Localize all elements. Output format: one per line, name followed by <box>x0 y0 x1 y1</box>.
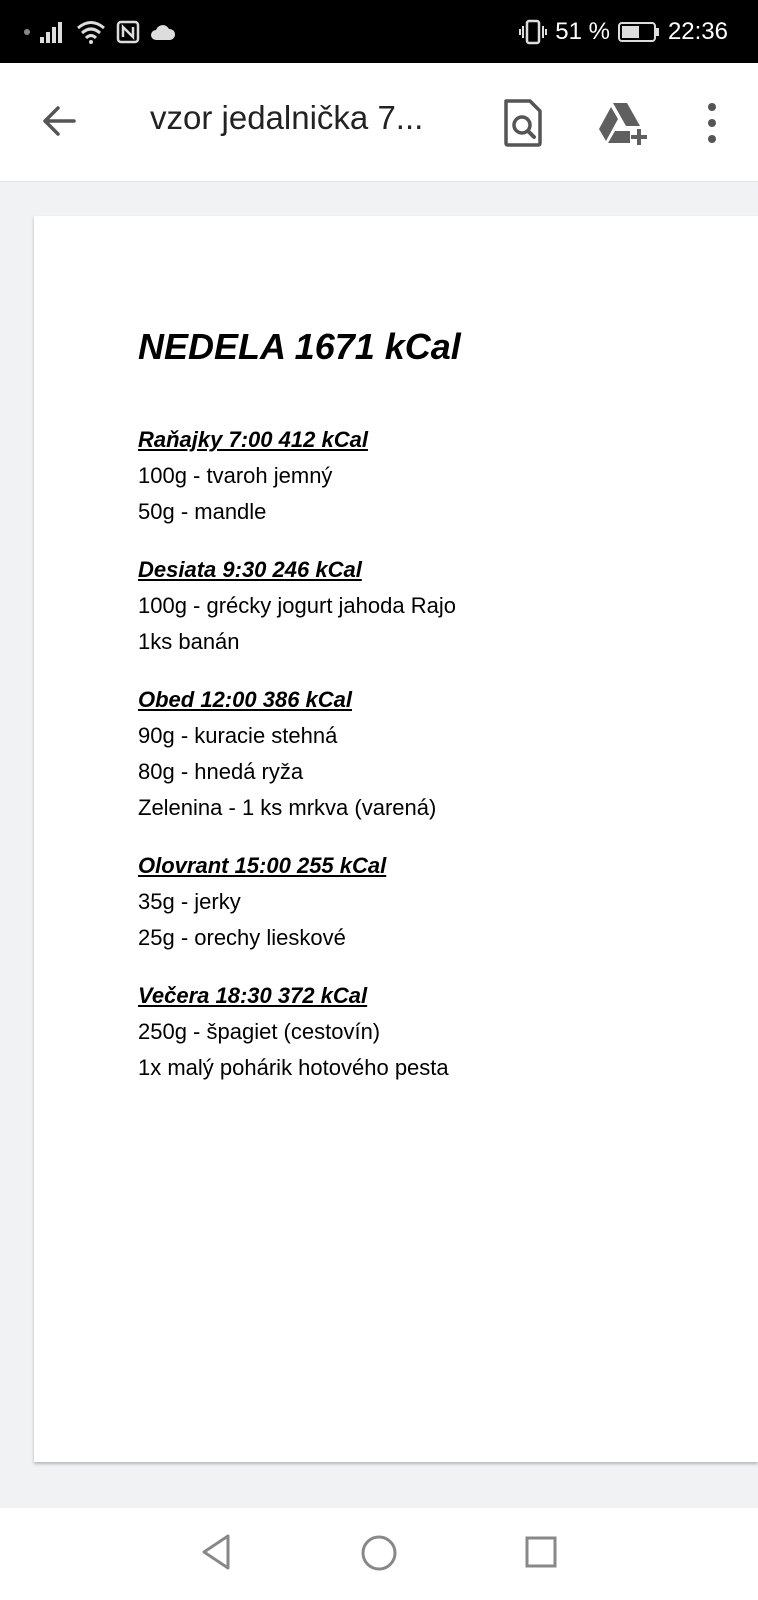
meal-section <box>138 848 386 956</box>
document-heading: NEDELA 1671 kCal <box>138 326 461 367</box>
vibrate-icon <box>519 19 547 45</box>
status-icons-right <box>519 16 728 48</box>
nfc-icon <box>116 20 140 44</box>
status-bar <box>0 0 758 63</box>
nav-home-button[interactable] <box>360 1534 398 1572</box>
meal-item: 100g - tvaroh jemný <box>138 463 333 488</box>
battery-percent: 51 % <box>555 18 610 45</box>
meal-item: 100g - grécky jogurt jahoda Rajo <box>138 593 456 618</box>
meal-item: 80g - hnedá ryža <box>138 759 304 784</box>
more-options-button[interactable] <box>694 99 730 147</box>
meal-item: 90g - kuracie stehná <box>138 723 338 748</box>
cloud-icon <box>150 23 176 41</box>
document-page <box>34 216 758 1462</box>
wifi-icon <box>76 20 106 44</box>
document-search-icon <box>500 97 548 149</box>
circle-home-icon <box>360 1534 398 1572</box>
notification-dot-icon <box>24 29 30 35</box>
meal-item: 25g - orechy lieskové <box>138 925 346 950</box>
meal-item: 1x malý pohárik hotového pesta <box>138 1055 449 1080</box>
battery-icon <box>618 21 660 43</box>
clock: 22:36 <box>667 18 728 45</box>
signal-icon <box>40 21 66 43</box>
meal-section <box>138 978 449 1086</box>
meal-title: Desiata 9:30 246 kCal <box>138 557 362 582</box>
status-icons-left <box>24 18 176 46</box>
navigation-bar <box>0 1508 758 1600</box>
meal-section <box>138 422 368 530</box>
meal-section <box>138 552 456 660</box>
square-recents-icon <box>524 1535 558 1569</box>
nav-recents-button[interactable] <box>524 1535 558 1569</box>
preview-button[interactable] <box>500 97 548 149</box>
meal-item: 1ks banán <box>138 629 240 654</box>
arrow-left-icon <box>36 97 84 145</box>
back-button[interactable] <box>36 97 84 145</box>
document-title: vzor jedalnička 7... <box>150 99 424 136</box>
meal-item: 50g - mandle <box>138 499 267 524</box>
app-bar <box>0 63 758 182</box>
meal-title: Raňajky 7:00 412 kCal <box>138 427 368 452</box>
meal-item: Zelenina - 1 ks mrkva (varená) <box>138 795 437 820</box>
meal-title: Večera 18:30 372 kCal <box>138 983 368 1008</box>
nav-back-button[interactable] <box>198 1532 234 1572</box>
meal-item: 250g - špagiet (cestovín) <box>138 1019 381 1044</box>
drive-add-icon <box>596 99 648 147</box>
meal-title: Olovrant 15:00 255 kCal <box>138 853 387 878</box>
more-vert-icon <box>694 99 730 147</box>
add-to-drive-button[interactable] <box>596 99 648 147</box>
triangle-back-icon <box>198 1532 234 1572</box>
meal-item: 35g - jerky <box>138 889 241 914</box>
meal-title: Obed 12:00 386 kCal <box>138 687 353 712</box>
meal-section <box>138 682 436 826</box>
